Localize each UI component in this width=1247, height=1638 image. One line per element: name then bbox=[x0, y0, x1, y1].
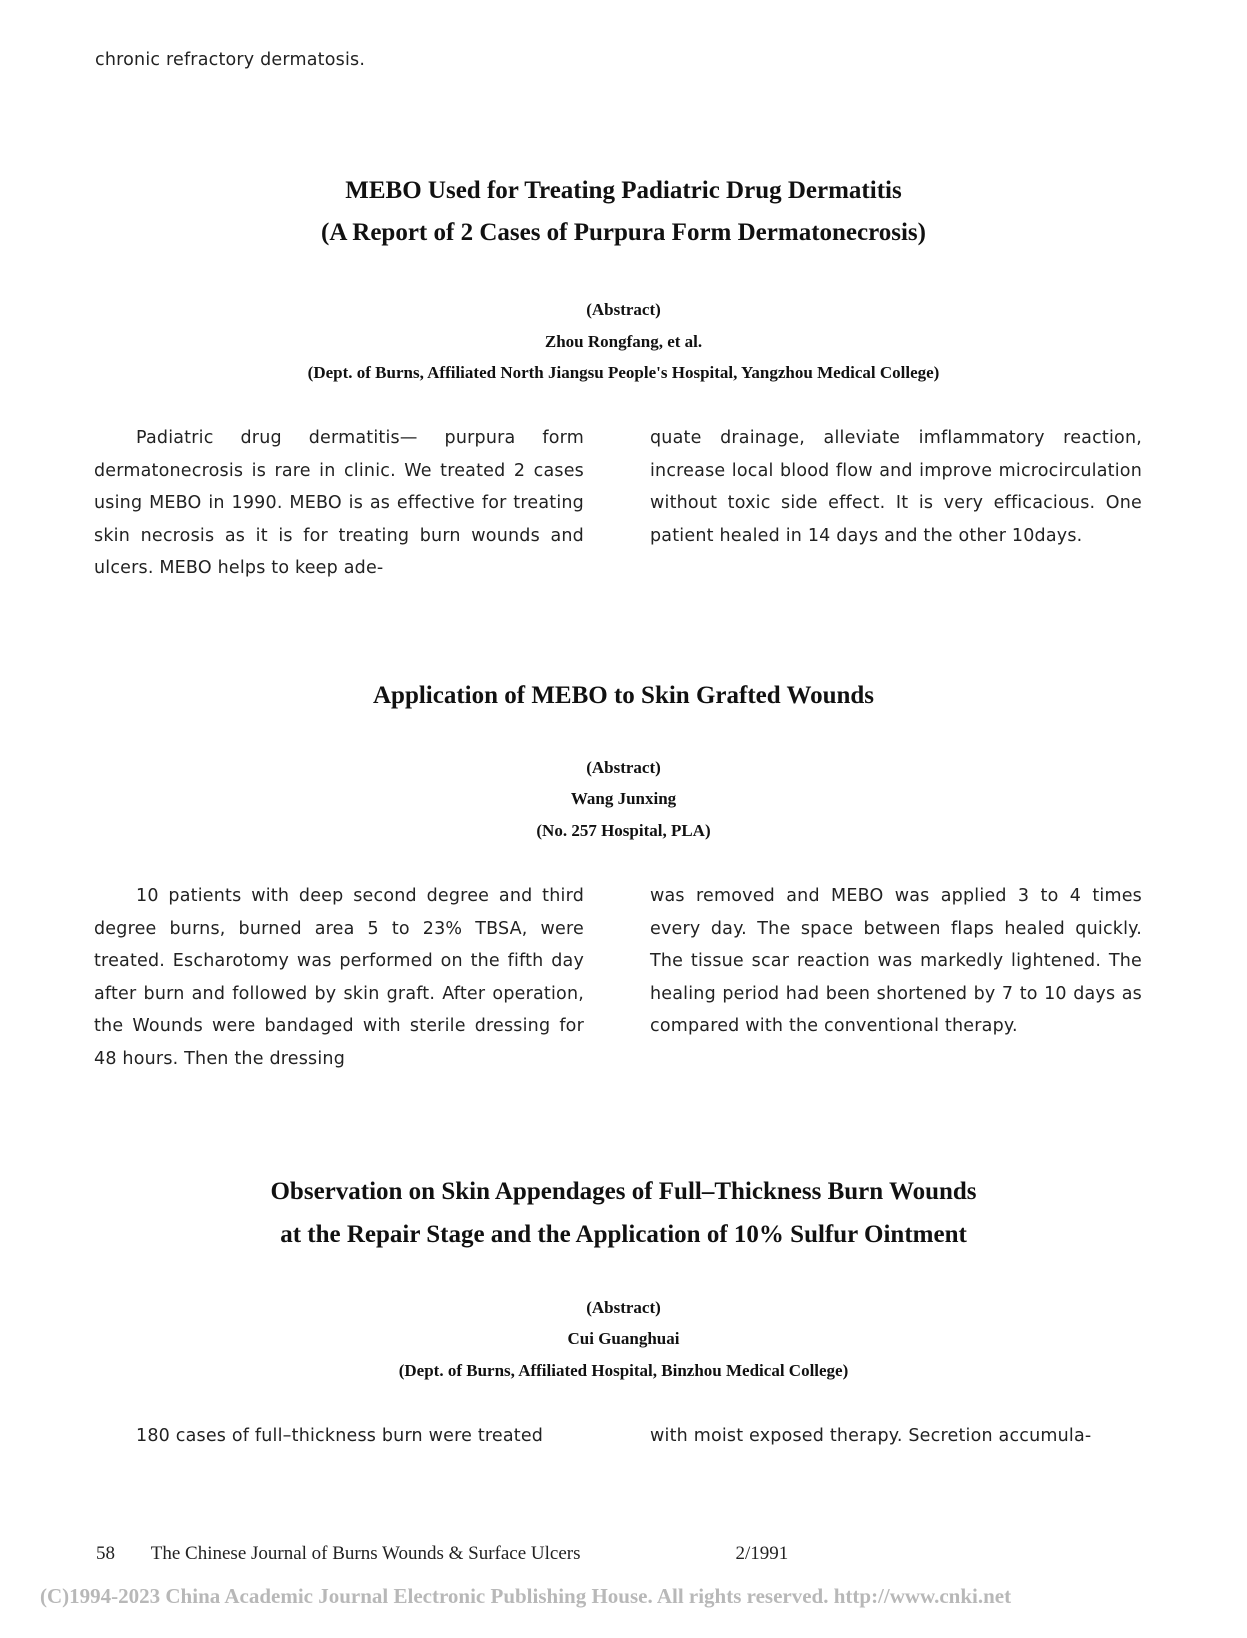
author-affiliation: (Dept. of Burns, Affiliated Hospital, Binzhou Medical College) bbox=[398, 1361, 849, 1380]
author-name: Cui Guanghuai bbox=[567, 1329, 680, 1348]
article-title-line: MEBO Used for Treating Padiatric Drug Dermatitis bbox=[345, 177, 902, 204]
abstract-label: (Abstract) bbox=[586, 1298, 661, 1317]
article-title-line: Application of MEBO to Skin Grafted Wounds bbox=[372, 682, 875, 709]
article-title-line: (A Report of 2 Cases of Purpura Form Dermatonecrosis) bbox=[321, 219, 926, 246]
article-title-line: Observation on Skin Appendages of Full–Thickness Burn Wounds bbox=[270, 1178, 977, 1205]
abstract-label: (Abstract) bbox=[586, 758, 661, 777]
abstract-body-right: quate drainage, alleviate imflammatory reaction, increase local blood flow and improve microcirculation without toxic side effect. It is very efficacious. One patient healed in 14 days and the other 10days. bbox=[650, 428, 1142, 546]
journal-name: The Chinese Journal of Burns Wounds & Surface Ulcers bbox=[150, 1543, 581, 1564]
author-affiliation: (Dept. of Burns, Affiliated North Jiangsu People's Hospital, Yangzhou Medical College) bbox=[307, 363, 940, 382]
copyright-watermark: (C)1994-2023 China Academic Journal Electronic Publishing House. All rights reserved. http://www.cnki.net bbox=[40, 1584, 1012, 1608]
continued-text-fragment: chronic refractory dermatosis. bbox=[95, 50, 366, 70]
abstract-body-left: 180 cases of full–thickness burn were treated bbox=[136, 1426, 544, 1446]
abstract-body-right: with moist exposed therapy. Secretion accumula- bbox=[650, 1426, 1092, 1446]
article-title-line: at the Repair Stage and the Application of 10% Sulfur Ointment bbox=[280, 1221, 967, 1248]
author-name: Wang Junxing bbox=[570, 789, 677, 808]
journal-issue: 2/1991 bbox=[735, 1543, 789, 1564]
author-name: Zhou Rongfang, et al. bbox=[544, 332, 703, 351]
abstract-body-right: was removed and MEBO was applied 3 to 4 times every day. The space between flaps healed quickly. The tissue scar reaction was markedly lightened. The healing period had been shortened by 7 to 10 days as compared with the conventional therapy. bbox=[650, 886, 1142, 1036]
abstract-label: (Abstract) bbox=[586, 300, 661, 319]
abstract-body-left: 10 patients with deep second degree and third degree burns, burned area 5 to 23% TBSA, were treated. Escharotomy was performed on the fifth day after burn and followed by skin graft. After operation, the Wounds were bandaged with sterile dressing for 48 hours. Then the dressing bbox=[94, 886, 584, 1069]
author-affiliation: (No. 257 Hospital, PLA) bbox=[536, 821, 711, 840]
page-number: 58 bbox=[96, 1543, 115, 1564]
page-footer bbox=[96, 1543, 788, 1565]
abstract-body-left: Padiatric drug dermatitis— purpura form dermatonecrosis is rare in clinic. We treated 2 cases using MEBO in 1990. MEBO is as effective for treating skin necrosis as it is for treating burn wounds and ulcers. MEBO helps to keep ade- bbox=[94, 428, 584, 578]
